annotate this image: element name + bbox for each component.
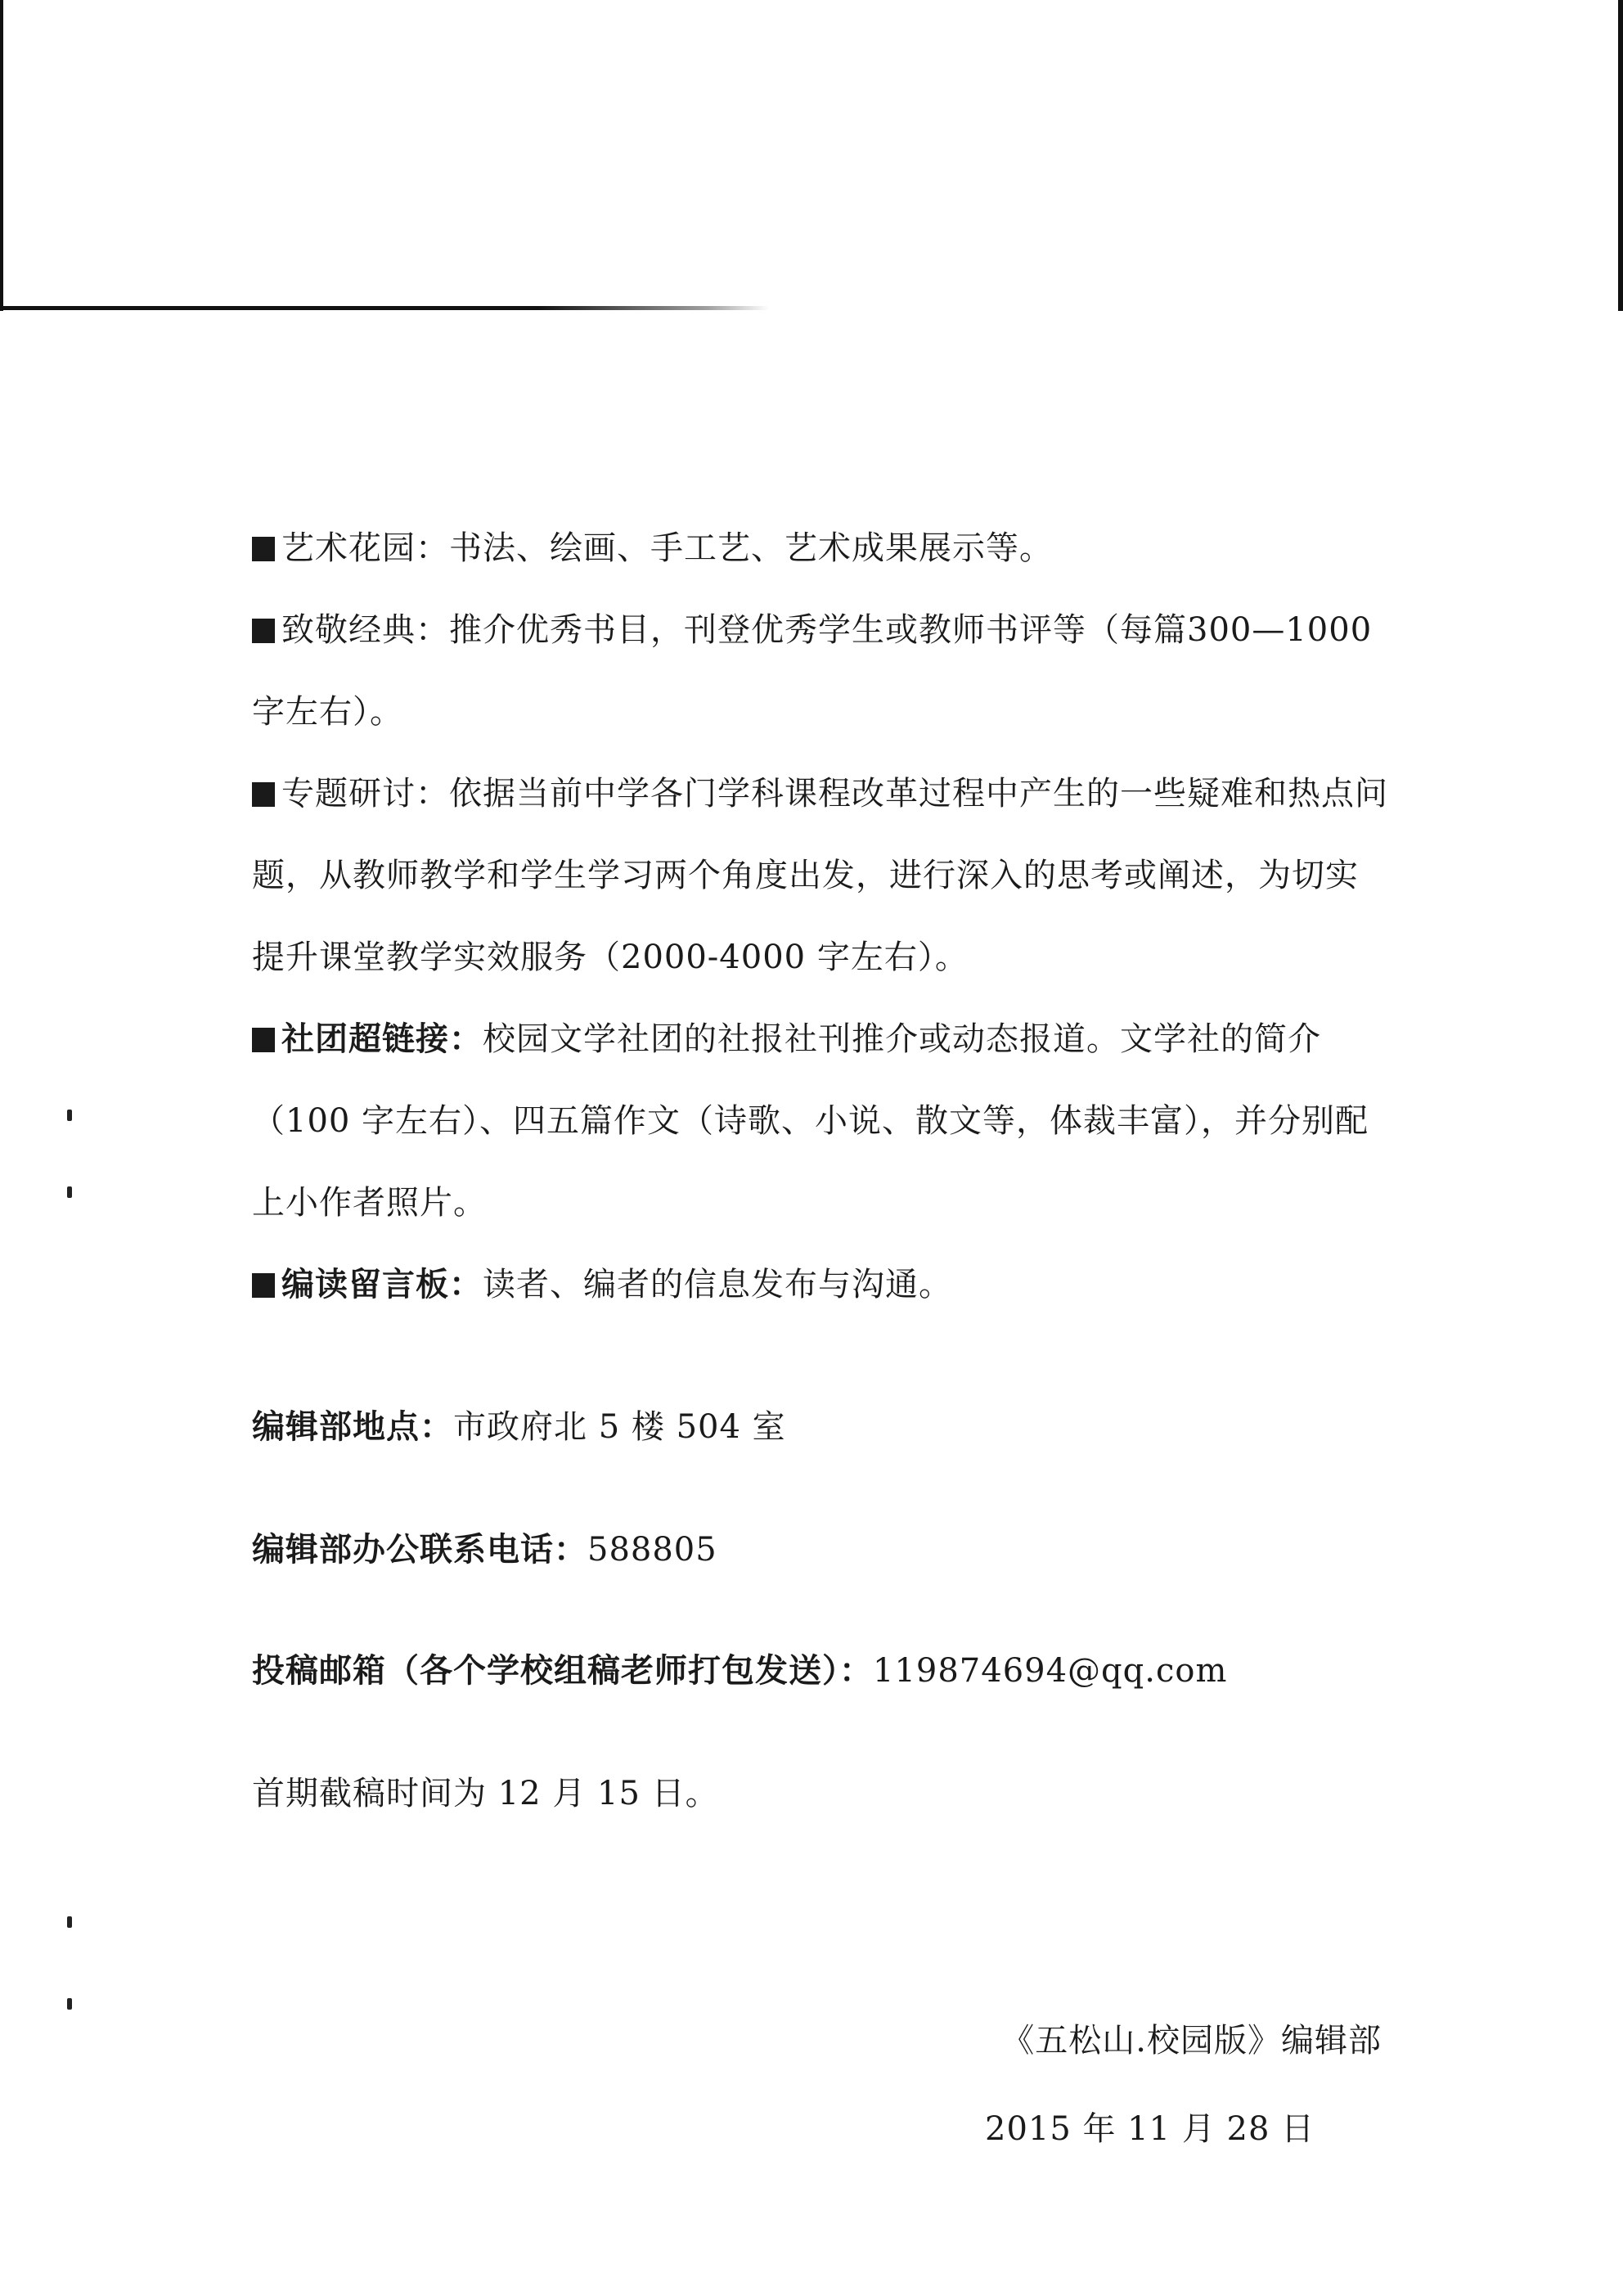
section-art-garden	[252, 507, 1389, 589]
phone-value: 588805	[587, 1531, 717, 1569]
sections-list	[252, 507, 1389, 1326]
black-square-bullet-icon	[252, 619, 275, 643]
section-classics	[252, 589, 1389, 753]
scan-dot	[67, 1916, 72, 1928]
scan-dot	[67, 1998, 72, 2010]
section-title: 编读留言板：	[281, 1266, 483, 1303]
editorial-location	[252, 1401, 786, 1447]
scan-dot	[67, 1110, 72, 1121]
location-label: 编辑部地点：	[252, 1408, 453, 1446]
black-square-bullet-icon	[252, 1028, 275, 1052]
document-date: 2015 年 11 月 28 日	[985, 2110, 1315, 2148]
section-text: 依据当前中学各门学科课程改革过程中产生的一些疑难和热点问题，从教师教学和学生学习两个角度出发，进行深入的思考或阐述，为切实提升课堂教学实效服务（2000-4000 字左右）。	[252, 775, 1388, 976]
scan-border-right	[1618, 0, 1623, 311]
section-topic-research	[252, 753, 1389, 998]
section-text: 读者、编者的信息发布与沟通。	[483, 1266, 952, 1303]
submission-email	[252, 1645, 1227, 1691]
email-value: 119874694@qq.com	[873, 1652, 1228, 1690]
section-club-hyperlink	[252, 998, 1389, 1244]
scan-border-bottom	[0, 306, 769, 310]
section-text: 校园文学社团的社报社刊推介或动态报道。文学社的简介（100 字左右）、四五篇作文（诗歌、小说、散文等，体裁丰富），并分别配上小作者照片。	[252, 1020, 1369, 1222]
phone-label: 编辑部办公联系电话：	[252, 1531, 587, 1569]
section-title: 艺术花园：	[281, 529, 449, 567]
black-square-bullet-icon	[252, 1273, 275, 1298]
section-title: 专题研讨：	[281, 775, 449, 813]
location-value: 市政府北 5 楼 504 室	[453, 1408, 786, 1446]
black-square-bullet-icon	[252, 537, 275, 561]
section-title: 社团超链接：	[281, 1020, 483, 1058]
signature: 《五松山.校园版》编辑部	[1001, 2022, 1382, 2060]
black-square-bullet-icon	[252, 782, 275, 807]
section-text: 推介优秀书目，刊登优秀学生或教师书评等（每篇300—1000字左右）。	[252, 611, 1373, 731]
section-title: 致敬经典：	[281, 611, 449, 649]
scan-dot	[67, 1186, 72, 1198]
editorial-phone	[252, 1524, 717, 1570]
section-message-board	[252, 1244, 1389, 1326]
scan-border-left	[0, 0, 3, 311]
deadline-notice: 首期截稿时间为 12 月 15 日。	[252, 1775, 719, 1812]
email-label: 投稿邮箱（各个学校组稿老师打包发送）：	[252, 1652, 873, 1690]
section-text: 书法、绘画、手工艺、艺术成果展示等。	[449, 529, 1053, 567]
